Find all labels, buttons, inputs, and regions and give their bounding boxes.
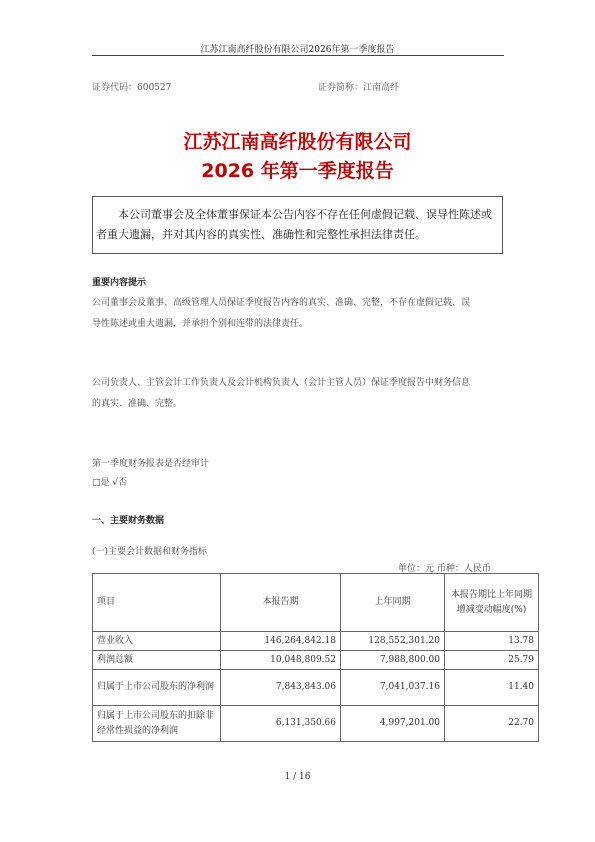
notice-text	[92, 205, 503, 245]
current-value: 6,131,350.66	[221, 706, 341, 742]
financial-data-table	[92, 573, 539, 742]
row-label: 归属于上市公司股东的扣除非经常性损益的净利润	[93, 706, 221, 742]
prior-value: 4,997,201.00	[341, 706, 445, 742]
change-value: 22.70	[445, 706, 539, 742]
header-divider	[92, 55, 504, 56]
notice-line-2: 者重大遗漏，并对其内容的真实性、准确性和完整性承担法律责任。	[96, 228, 426, 241]
current-value: 7,843,843.06	[221, 670, 341, 706]
table-header-row	[93, 574, 539, 632]
prior-value: 7,988,800.00	[341, 651, 445, 670]
financial-statement-line-2: 的真实、准确、完整。	[92, 399, 183, 409]
row-label: 归属于上市公司股东的净利润	[93, 670, 221, 706]
current-value: 10,048,809.52	[221, 651, 341, 670]
section-main-financial-data: 一、主要财务数据	[92, 516, 165, 526]
change-value: 13.78	[445, 632, 539, 651]
header-prior-period: 上年同期	[341, 574, 445, 632]
table-row	[93, 706, 539, 742]
notice-line-1: 本公司董事会及全体董事保证本公告内容不存在任何虚假记载、误导性陈述或	[118, 208, 492, 221]
table-row	[93, 632, 539, 651]
report-title: 2026 年第一季度报告	[201, 160, 394, 182]
subsection-accounting-data: (一)主要会计数据和财务指标	[92, 547, 208, 557]
prior-value: 7,041,037.16	[341, 670, 445, 706]
financial-officers-statement	[92, 373, 504, 415]
directors-statement-line-1: 公司董事会及董事、高级管理人员保证季度报告内容的真实、准确、完整，不存在虚假记载、误	[92, 298, 471, 308]
company-title: 江苏江南高纤股份有限公司	[183, 131, 412, 153]
row-label: 利润总额	[93, 651, 221, 670]
running-header: 江苏江南高纤股份有限公司2026年第一季度报告	[200, 45, 395, 55]
audit-question: 第一季度财务报表是否经审计	[92, 459, 210, 469]
current-value: 146,264,842.18	[221, 632, 341, 651]
important-heading: 重要内容提示	[92, 278, 147, 288]
directors-statement-line-2: 导性陈述或重大遗漏，并承担个别和连带的法律责任。	[92, 319, 309, 329]
header-change-pct: 本报告期比上年同期增减变动幅度(%)	[445, 574, 539, 632]
change-value: 11.40	[445, 670, 539, 706]
stock-abbreviation: 证券简称：江南高纤	[318, 83, 400, 93]
table-row	[93, 670, 539, 706]
audit-answer: □是 √否	[92, 478, 128, 488]
page-number: 1 / 16	[284, 772, 311, 782]
prior-value: 128,552,301.20	[341, 632, 445, 651]
change-value: 25.79	[445, 651, 539, 670]
directors-statement	[92, 293, 504, 335]
table-row	[93, 651, 539, 670]
currency-unit: 单位：元 币种：人民币	[398, 564, 491, 574]
row-label: 营业收入	[93, 632, 221, 651]
financial-statement-line-1: 公司负责人、主管会计工作负责人及会计机构负责人（会计主管人员）保证季度报告中财务信息	[92, 378, 471, 388]
stock-code: 证券代码：600527	[92, 83, 172, 93]
header-current-period: 本报告期	[221, 574, 341, 632]
header-item: 项目	[93, 574, 221, 632]
